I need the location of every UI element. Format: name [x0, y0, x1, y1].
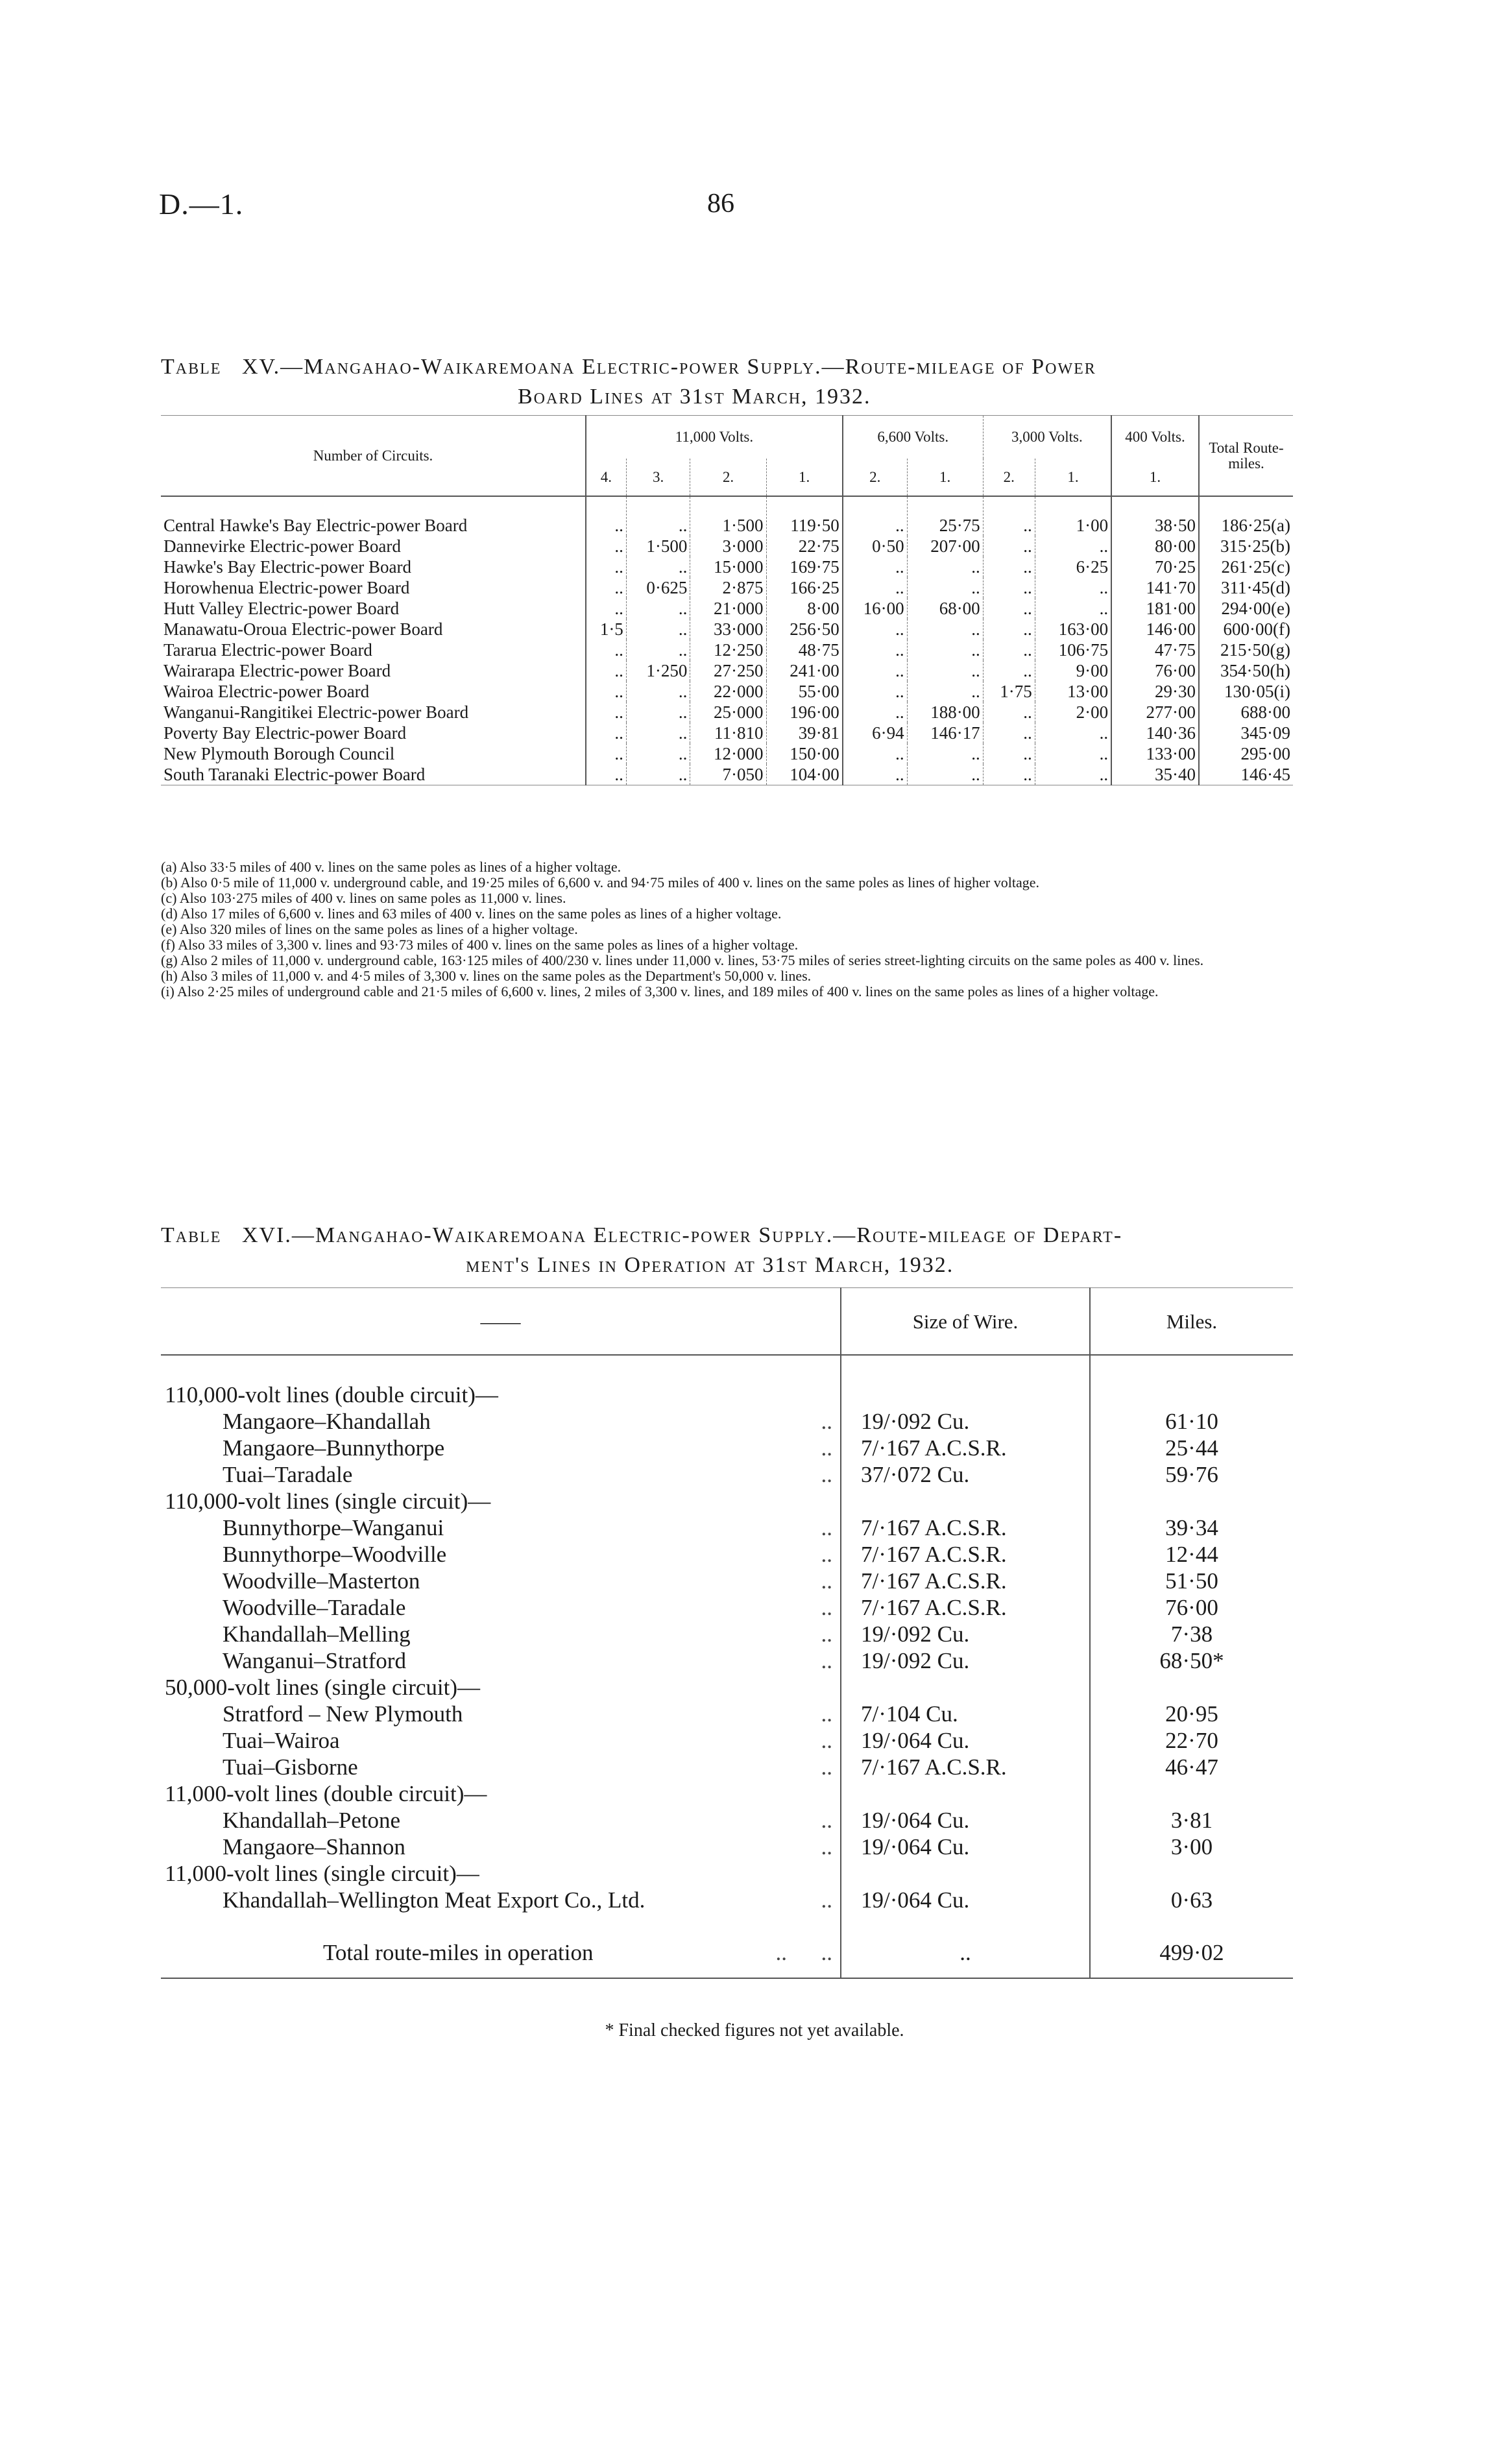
- line-name: Khandallah–Wellington Meat Export Co., Ltd. ..: [223, 1887, 832, 1913]
- table15-title-line1: XV.—Mangahao-Waikaremoana Electric-power Supply.—Route-mileage of Power: [241, 355, 1096, 379]
- table-cell: 55·00: [766, 681, 843, 702]
- line-name: Tuai–Taradale ..: [223, 1462, 832, 1487]
- table-cell: 22·000: [690, 681, 766, 702]
- table-cell: 1·250: [626, 660, 690, 681]
- subcol: 4.: [586, 459, 626, 496]
- line-name: Khandallah–Melling ..: [223, 1621, 832, 1647]
- table-cell: ..: [907, 743, 983, 764]
- table15-note: (b) Also 0·5 mile of 11,000 v. underground cable, and 19·25 miles of 6,600 v. and 94·75 miles of 400 v. lines on the same poles as lines of higher voltage.: [161, 874, 1039, 891]
- table-cell: 146·00: [1111, 619, 1199, 640]
- wire-size: 19/·064 Cu.: [841, 1834, 1090, 1860]
- table-cell: 22·75: [766, 536, 843, 556]
- table-cell: ..: [843, 556, 907, 577]
- col-11000-volts: 11,000 Volts.: [586, 416, 843, 459]
- table16-title-prefix: Table: [161, 1223, 222, 1247]
- table-cell: 169·75: [766, 556, 843, 577]
- wire-size: [841, 1355, 1090, 1408]
- table-row: [161, 619, 1293, 640]
- table-cell: 39·81: [766, 723, 843, 743]
- table-cell: 354·50(h): [1199, 660, 1293, 681]
- table-cell: ..: [907, 764, 983, 785]
- table-cell: 16·00: [843, 598, 907, 619]
- table-row: [161, 1461, 1293, 1488]
- table-cell: 188·00: [907, 702, 983, 723]
- table-cell: ..: [586, 536, 626, 556]
- table-cell: ..: [843, 660, 907, 681]
- table15-note: (g) Also 2 miles of 11,000 v. underground cable, 163·125 miles of 400/230 v. lines under 11,000 v. lines, 53·75 miles of series street-lighting circuits on the same poles as 400 v. lines.: [161, 952, 1204, 968]
- table-cell: ..: [626, 764, 690, 785]
- table-cell: 25·000: [690, 702, 766, 723]
- table-cell: ..: [626, 598, 690, 619]
- table-row: [161, 1514, 1293, 1541]
- table-cell: ..: [907, 681, 983, 702]
- line-name: Mangaore–Shannon ..: [223, 1834, 832, 1860]
- table-cell: ..: [586, 556, 626, 577]
- col-blank: ——: [161, 1288, 841, 1356]
- table-cell: ..: [1035, 723, 1111, 743]
- table-cell: 29·30: [1111, 681, 1199, 702]
- table-cell: 186·25(a): [1199, 496, 1293, 536]
- table-cell: 0·50: [843, 536, 907, 556]
- table-row: [161, 1568, 1293, 1594]
- miles-value: 51·50: [1090, 1568, 1293, 1594]
- table-cell: ..: [626, 619, 690, 640]
- table-cell: 104·00: [766, 764, 843, 785]
- table-cell: ..: [843, 764, 907, 785]
- total-label: Total route-miles in operation .. ..: [161, 1913, 841, 1978]
- table-row: [161, 1435, 1293, 1461]
- table-cell: ..: [586, 764, 626, 785]
- subcol: 2.: [983, 459, 1035, 496]
- wire-size: 7/·167 A.C.S.R.: [841, 1754, 1090, 1780]
- table-cell: 207·00: [907, 536, 983, 556]
- wire-size: 19/·092 Cu.: [841, 1621, 1090, 1647]
- miles-value: 46·47: [1090, 1754, 1293, 1780]
- table-cell: 241·00: [766, 660, 843, 681]
- table-cell: ..: [983, 619, 1035, 640]
- wire-size: [841, 1780, 1090, 1807]
- table15-note: (c) Also 103·275 miles of 400 v. lines on same poles as 11,000 v. lines.: [161, 890, 566, 906]
- table-cell: 38·50: [1111, 496, 1199, 536]
- board-name: Hawke's Bay Electric-power Board: [163, 557, 411, 577]
- table15-title-prefix: Table: [161, 355, 222, 379]
- table-cell: 2·875: [690, 577, 766, 598]
- table-row: [161, 723, 1293, 743]
- line-name: Tuai–Gisborne ..: [223, 1754, 832, 1780]
- table-cell: 1·500: [626, 536, 690, 556]
- table-cell: 6·94: [843, 723, 907, 743]
- table-cell: 256·50: [766, 619, 843, 640]
- col-total-route-miles: Total Route-miles.: [1199, 416, 1293, 497]
- table16-title: [161, 1221, 1293, 1280]
- col-6600-volts: 6,600 Volts.: [843, 416, 983, 459]
- table-cell: ..: [586, 640, 626, 660]
- table-cell: 3·000: [690, 536, 766, 556]
- line-name: Wanganui–Stratford ..: [223, 1648, 832, 1673]
- table-cell: ..: [1035, 536, 1111, 556]
- table-cell: 48·75: [766, 640, 843, 660]
- table-cell: ..: [907, 619, 983, 640]
- miles-value: 0·63: [1090, 1887, 1293, 1913]
- table-cell: 12·000: [690, 743, 766, 764]
- group-heading-row: [161, 1860, 1293, 1887]
- table-cell: ..: [983, 660, 1035, 681]
- table-cell: ..: [626, 556, 690, 577]
- table-cell: 76·00: [1111, 660, 1199, 681]
- table16: [161, 1287, 1293, 1979]
- table-cell: 27·250: [690, 660, 766, 681]
- table-cell: ..: [626, 640, 690, 660]
- miles-value: 76·00: [1090, 1594, 1293, 1621]
- table-cell: ..: [843, 496, 907, 536]
- table-cell: ..: [983, 743, 1035, 764]
- table-cell: ..: [983, 723, 1035, 743]
- table-cell: ..: [983, 556, 1035, 577]
- table-cell: ..: [1035, 743, 1111, 764]
- table-cell: ..: [983, 640, 1035, 660]
- table-cell: 35·40: [1111, 764, 1199, 785]
- col-number-of-circuits: Number of Circuits.: [161, 416, 586, 497]
- table-cell: 33·000: [690, 619, 766, 640]
- wire-size: 7/·167 A.C.S.R.: [841, 1435, 1090, 1461]
- miles-value: 25·44: [1090, 1435, 1293, 1461]
- group-heading-row: [161, 1488, 1293, 1514]
- wire-size: 19/·064 Cu.: [841, 1887, 1090, 1913]
- document-reference: D.—1.: [159, 187, 244, 221]
- miles-value: 3·81: [1090, 1807, 1293, 1834]
- table-row: [161, 598, 1293, 619]
- miles-value: 12·44: [1090, 1541, 1293, 1568]
- total-wire: ..: [841, 1913, 1090, 1978]
- table-cell: 345·09: [1199, 723, 1293, 743]
- table-cell: 261·25(c): [1199, 556, 1293, 577]
- board-name: Dannevirke Electric-power Board: [163, 536, 401, 556]
- total-miles: 499·02: [1090, 1913, 1293, 1978]
- miles-value: 39·34: [1090, 1514, 1293, 1541]
- group-heading: 110,000-volt lines (single circuit)—: [165, 1489, 491, 1514]
- board-name: Poverty Bay Electric-power Board: [163, 723, 407, 743]
- table-cell: 196·00: [766, 702, 843, 723]
- table-row: [161, 1887, 1293, 1913]
- table-row: [161, 764, 1293, 785]
- table-row: [161, 1541, 1293, 1568]
- table-cell: 294·00(e): [1199, 598, 1293, 619]
- board-name: New Plymouth Borough Council: [163, 744, 395, 763]
- table-cell: 215·50(g): [1199, 640, 1293, 660]
- table-cell: 7·050: [690, 764, 766, 785]
- table-cell: ..: [983, 598, 1035, 619]
- board-name: South Taranaki Electric-power Board: [163, 765, 426, 784]
- table-cell: 133·00: [1111, 743, 1199, 764]
- col-400-volts: 400 Volts.: [1111, 416, 1199, 459]
- table-cell: 2·00: [1035, 702, 1111, 723]
- table-cell: ..: [907, 660, 983, 681]
- table-cell: ..: [983, 577, 1035, 598]
- table-cell: ..: [983, 496, 1035, 536]
- line-name: Woodville–Taradale ..: [223, 1595, 832, 1620]
- table-cell: 11·810: [690, 723, 766, 743]
- table-cell: ..: [843, 619, 907, 640]
- table15-note: (a) Also 33·5 miles of 400 v. lines on the same poles as lines of a higher voltage.: [161, 859, 622, 875]
- wire-size: 19/·092 Cu.: [841, 1647, 1090, 1674]
- table15-title-line2: Board Lines at 31st March, 1932.: [518, 385, 871, 409]
- line-name: Woodville–Masterton ..: [223, 1568, 832, 1594]
- table-row: [161, 496, 1293, 536]
- table-cell: ..: [983, 702, 1035, 723]
- line-name: Mangaore–Bunnythorpe ..: [223, 1435, 832, 1461]
- table-row: [161, 1408, 1293, 1435]
- line-name: Bunnythorpe–Wanganui ..: [223, 1515, 832, 1540]
- line-name: Mangaore–Khandallah ..: [223, 1409, 832, 1434]
- table-row: [161, 1834, 1293, 1860]
- board-name: Wanganui-Rangitikei Electric-power Board: [163, 702, 469, 722]
- table15-note: (e) Also 320 miles of lines on the same poles as lines of a higher voltage.: [161, 921, 578, 937]
- wire-size: 7/·167 A.C.S.R.: [841, 1568, 1090, 1594]
- wire-size: [841, 1860, 1090, 1887]
- board-name: Tararua Electric-power Board: [163, 640, 372, 660]
- table-cell: ..: [626, 702, 690, 723]
- board-name: Manawatu-Oroua Electric-power Board: [163, 619, 443, 639]
- wire-size: 7/·167 A.C.S.R.: [841, 1594, 1090, 1621]
- table-cell: 106·75: [1035, 640, 1111, 660]
- table-cell: ..: [1035, 764, 1111, 785]
- line-name: Tuai–Wairoa ..: [223, 1728, 832, 1753]
- miles-value: [1090, 1674, 1293, 1701]
- table15-note: (f) Also 33 miles of 3,300 v. lines and 93·73 miles of 400 v. lines on the same poles as lines of a higher voltage.: [161, 937, 799, 953]
- board-name: Wairarapa Electric-power Board: [163, 661, 391, 680]
- table-row: [161, 1621, 1293, 1647]
- table15-note: (h) Also 3 miles of 11,000 v. and 4·5 miles of 3,300 v. lines on the same poles as the Department's 50,000 v. lines.: [161, 968, 812, 984]
- table-row: [161, 660, 1293, 681]
- table-cell: 146·45: [1199, 764, 1293, 785]
- table-cell: ..: [586, 598, 626, 619]
- table16-title-line1: XVI.—Mangahao-Waikaremoana Electric-power Supply.—Route-mileage of Depart-: [241, 1223, 1123, 1247]
- subcol: 2.: [690, 459, 766, 496]
- table15-notes: [161, 859, 1293, 999]
- col-miles: Miles.: [1090, 1288, 1293, 1356]
- table-cell: ..: [586, 743, 626, 764]
- group-heading-row: [161, 1780, 1293, 1807]
- table-cell: ..: [983, 764, 1035, 785]
- wire-size: 7/·104 Cu.: [841, 1701, 1090, 1727]
- table-cell: 1·75: [983, 681, 1035, 702]
- board-name: Horowhenua Electric-power Board: [163, 578, 410, 597]
- table-row: [161, 1701, 1293, 1727]
- table-cell: ..: [586, 577, 626, 598]
- table-cell: 1·5: [586, 619, 626, 640]
- table-cell: 0·625: [626, 577, 690, 598]
- table-cell: ..: [626, 723, 690, 743]
- table-cell: ..: [907, 577, 983, 598]
- miles-value: 68·50*: [1090, 1647, 1293, 1674]
- table-cell: ..: [907, 640, 983, 660]
- table-cell: ..: [1035, 598, 1111, 619]
- line-name: Stratford – New Plymouth ..: [223, 1701, 832, 1727]
- table-cell: ..: [983, 536, 1035, 556]
- miles-value: [1090, 1488, 1293, 1514]
- miles-value: [1090, 1860, 1293, 1887]
- table-cell: ..: [843, 743, 907, 764]
- subcol: 1.: [907, 459, 983, 496]
- miles-value: [1090, 1780, 1293, 1807]
- table-cell: ..: [586, 496, 626, 536]
- table-row: [161, 577, 1293, 598]
- table-cell: 146·17: [907, 723, 983, 743]
- table-cell: ..: [1035, 577, 1111, 598]
- table-row: [161, 743, 1293, 764]
- table-cell: 1·00: [1035, 496, 1111, 536]
- line-name: Khandallah–Petone ..: [223, 1808, 832, 1833]
- table16-title-line2: ment's Lines in Operation at 31st March, 1932.: [466, 1253, 954, 1277]
- group-heading: 50,000-volt lines (single circuit)—: [165, 1675, 481, 1700]
- table-cell: 80·00: [1111, 536, 1199, 556]
- table-cell: 47·75: [1111, 640, 1199, 660]
- miles-value: 7·38: [1090, 1621, 1293, 1647]
- wire-size: 7/·167 A.C.S.R.: [841, 1514, 1090, 1541]
- table-cell: 70·25: [1111, 556, 1199, 577]
- table-cell: 181·00: [1111, 598, 1199, 619]
- table-cell: 688·00: [1199, 702, 1293, 723]
- table-row: [161, 1594, 1293, 1621]
- miles-value: 3·00: [1090, 1834, 1293, 1860]
- subcol: 3.: [626, 459, 690, 496]
- wire-size: [841, 1488, 1090, 1514]
- table-cell: 315·25(b): [1199, 536, 1293, 556]
- table-cell: 21·000: [690, 598, 766, 619]
- table-row: [161, 681, 1293, 702]
- table-cell: ..: [586, 723, 626, 743]
- table-cell: ..: [843, 702, 907, 723]
- group-heading-row: [161, 1355, 1293, 1408]
- table-row: [161, 1647, 1293, 1674]
- table-cell: 25·75: [907, 496, 983, 536]
- line-name: Bunnythorpe–Woodville ..: [223, 1542, 832, 1567]
- table-cell: 15·000: [690, 556, 766, 577]
- table-cell: ..: [586, 660, 626, 681]
- table-cell: 311·45(d): [1199, 577, 1293, 598]
- table-cell: 9·00: [1035, 660, 1111, 681]
- subcol: 1.: [766, 459, 843, 496]
- table-cell: 119·50: [766, 496, 843, 536]
- table-row: [161, 640, 1293, 660]
- group-heading: 110,000-volt lines (double circuit)—: [165, 1382, 498, 1407]
- table-cell: 12·250: [690, 640, 766, 660]
- board-name: Wairoa Electric-power Board: [163, 682, 370, 701]
- table15-title: [161, 352, 1293, 412]
- group-heading-row: [161, 1674, 1293, 1701]
- table16-footnote: * Final checked figures not yet available.: [605, 2020, 904, 2040]
- table15-note: (i) Also 2·25 miles of underground cable and 21·5 miles of 6,600 v. lines, 2 miles of 3,300 v. lines, and 189 miles of 400 v. lines on the same poles as lines of a higher voltage.: [161, 983, 1159, 999]
- subcol: 1.: [1111, 459, 1199, 496]
- table-cell: ..: [626, 681, 690, 702]
- table-cell: 166·25: [766, 577, 843, 598]
- table-cell: 141·70: [1111, 577, 1199, 598]
- miles-value: [1090, 1355, 1293, 1408]
- table-cell: 1·500: [690, 496, 766, 536]
- col-size-of-wire: Size of Wire.: [841, 1288, 1090, 1356]
- table-cell: 13·00: [1035, 681, 1111, 702]
- table-row: [161, 556, 1293, 577]
- group-heading: 11,000-volt lines (single circuit)—: [165, 1861, 479, 1886]
- wire-size: 7/·167 A.C.S.R.: [841, 1541, 1090, 1568]
- table-cell: ..: [843, 681, 907, 702]
- page-number: 86: [707, 189, 734, 219]
- table-cell: 150·00: [766, 743, 843, 764]
- miles-value: 20·95: [1090, 1701, 1293, 1727]
- table-cell: ..: [843, 577, 907, 598]
- table-cell: ..: [586, 681, 626, 702]
- table-cell: 277·00: [1111, 702, 1199, 723]
- table-row: [161, 536, 1293, 556]
- subcol: 1.: [1035, 459, 1111, 496]
- subcol: 2.: [843, 459, 907, 496]
- miles-value: 59·76: [1090, 1461, 1293, 1488]
- wire-size: 19/·064 Cu.: [841, 1807, 1090, 1834]
- wire-size: [841, 1674, 1090, 1701]
- wire-size: 37/·072 Cu.: [841, 1461, 1090, 1488]
- table-cell: ..: [907, 556, 983, 577]
- group-heading: 11,000-volt lines (double circuit)—: [165, 1781, 487, 1806]
- table15: [161, 415, 1293, 785]
- table-cell: 68·00: [907, 598, 983, 619]
- table-cell: ..: [626, 496, 690, 536]
- table-cell: ..: [586, 702, 626, 723]
- table-row: [161, 1807, 1293, 1834]
- table-cell: 140·36: [1111, 723, 1199, 743]
- table-cell: 130·05(i): [1199, 681, 1293, 702]
- table-cell: ..: [626, 743, 690, 764]
- miles-value: 61·10: [1090, 1408, 1293, 1435]
- table15-note: (d) Also 17 miles of 6,600 v. lines and 63 miles of 400 v. lines on the same poles as lines of a higher voltage.: [161, 905, 782, 922]
- table-row: [161, 1754, 1293, 1780]
- wire-size: 19/·092 Cu.: [841, 1408, 1090, 1435]
- table-cell: 8·00: [766, 598, 843, 619]
- col-3000-volts: 3,000 Volts.: [983, 416, 1111, 459]
- table-row: [161, 702, 1293, 723]
- table-row: [161, 1727, 1293, 1754]
- table-cell: 6·25: [1035, 556, 1111, 577]
- table-cell: 600·00(f): [1199, 619, 1293, 640]
- board-name: Hutt Valley Electric-power Board: [163, 599, 400, 618]
- table-cell: 163·00: [1035, 619, 1111, 640]
- table-cell: 295·00: [1199, 743, 1293, 764]
- board-name: Central Hawke's Bay Electric-power Board: [163, 516, 468, 535]
- wire-size: 19/·064 Cu.: [841, 1727, 1090, 1754]
- miles-value: 22·70: [1090, 1727, 1293, 1754]
- table-cell: ..: [843, 640, 907, 660]
